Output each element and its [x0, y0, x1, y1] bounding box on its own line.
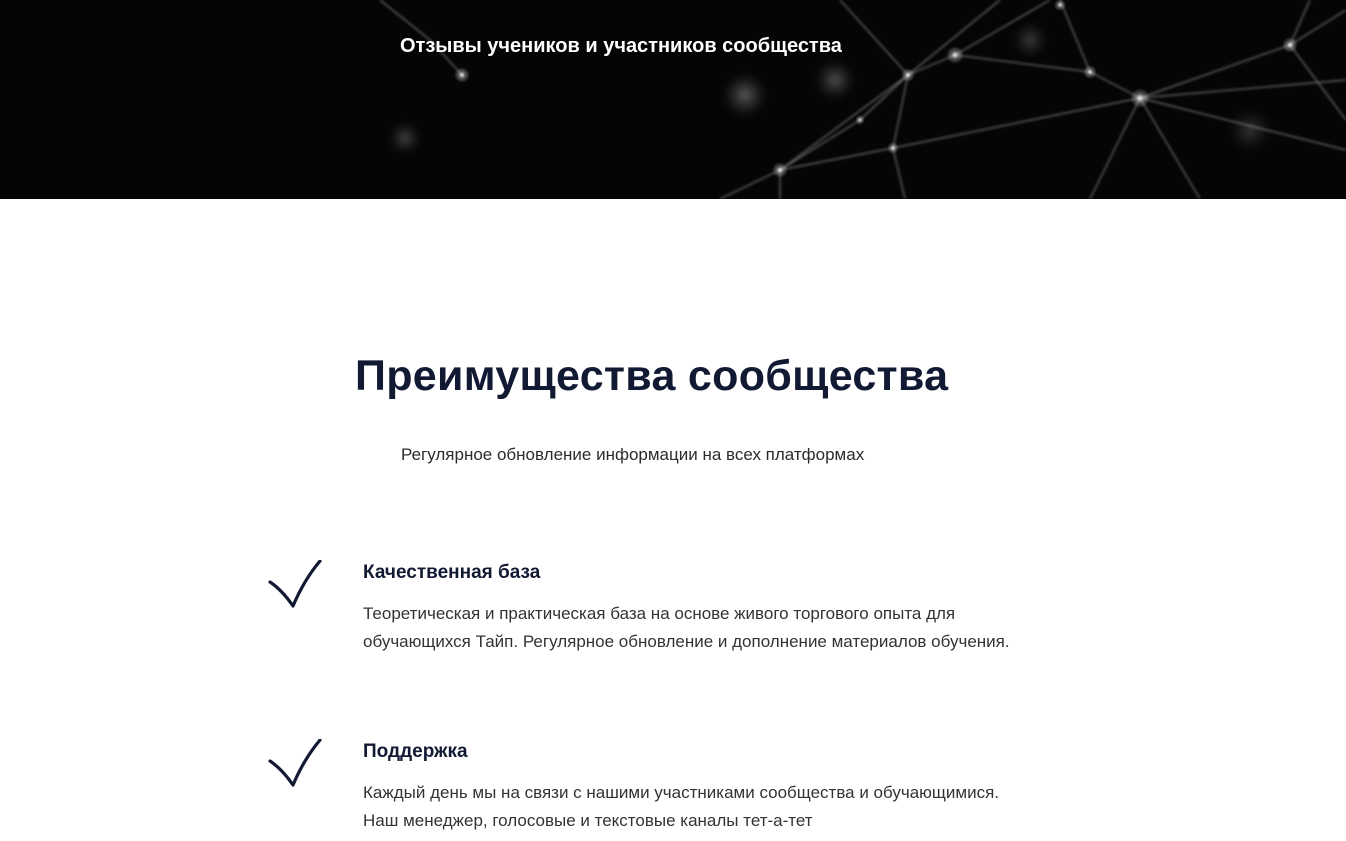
feature-title: Поддержка — [363, 741, 468, 762]
section-subtitle: Регулярное обновление информации на всех платформах — [401, 445, 865, 464]
hero-banner — [0, 0, 1346, 199]
hero-title: Отзывы учеников и участников сообщества — [400, 35, 842, 57]
checkmark-icon — [268, 739, 322, 789]
feature-text: Каждый день мы на связи с нашими участниками сообщества и обучающимися. Наш менеджер, голосовые и текстовые каналы тет-а-тет — [363, 783, 1000, 830]
network-background-image — [0, 0, 1346, 199]
checkmark-icon — [268, 560, 322, 610]
feature-text: Теоретическая и практическая база на основе живого торгового опыта для обучающихся Тайп. Регулярное обновление и дополнение материалов обучения. — [363, 604, 1010, 651]
feature-title: Качественная база — [363, 562, 541, 583]
section-title: Преимущества сообщества — [355, 352, 949, 400]
